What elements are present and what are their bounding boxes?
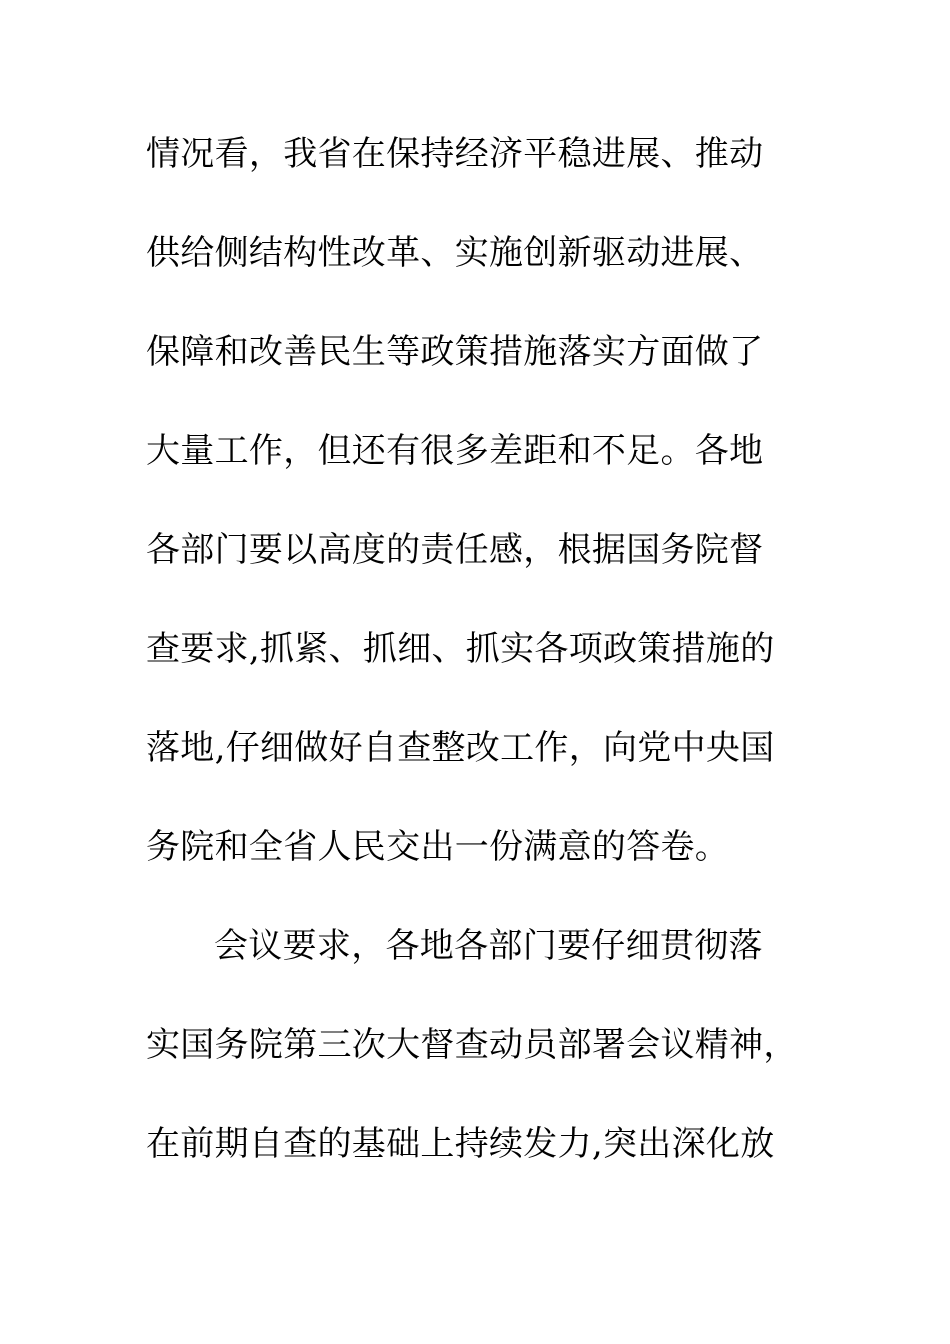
text-line: 各部门要以高度的责任感，根据国务院督 xyxy=(146,530,764,570)
text-line: 保障和改善民生等政策措施落实方面做了 xyxy=(146,332,764,372)
text-line: 在前期自查的基础上持续发力,突出深化放 xyxy=(146,1124,775,1164)
text-line: 实国务院第三次大督查动员部署会议精神， xyxy=(146,1025,798,1065)
text-line: 供给侧结构性改革、实施创新驱动进展、 xyxy=(146,233,764,273)
paragraph-start-line: 会议要求，各地各部门要仔细贯彻落 xyxy=(214,926,763,966)
text-line: 务院和全省人民交出一份满意的答卷。 xyxy=(146,827,730,867)
text-line: 情况看，我省在保持经济平稳进展、推动 xyxy=(146,134,764,174)
text-line: 落地,仔细做好自查整改工作，向党中央国 xyxy=(146,728,775,768)
body-text xyxy=(146,124,806,1213)
text-line: 查要求,抓紧、抓细、抓实各项政策措施的 xyxy=(146,629,775,669)
text-line: 大量工作，但还有很多差距和不足。各地 xyxy=(146,431,764,471)
